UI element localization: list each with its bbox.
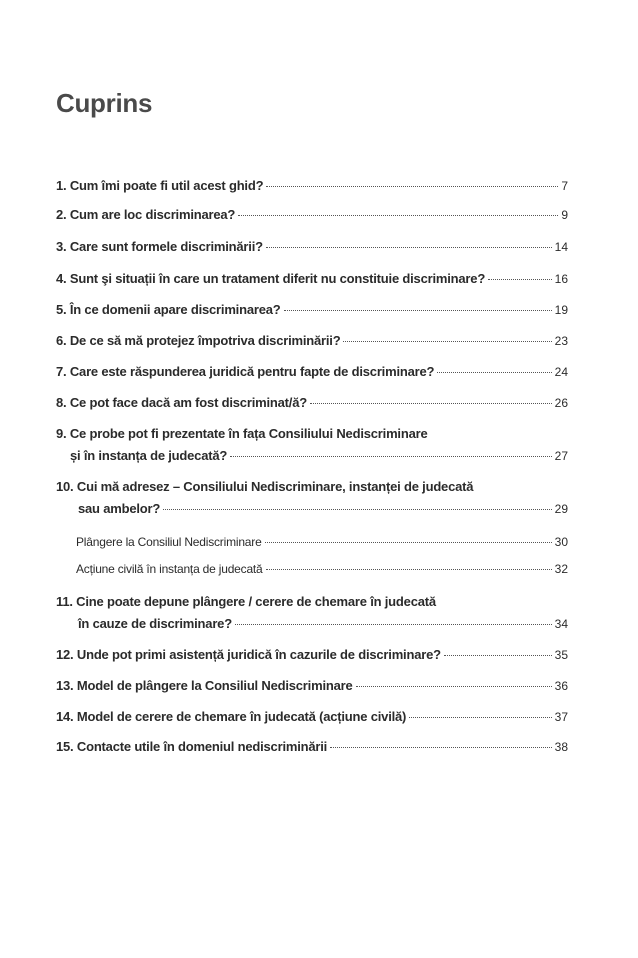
dot-leader (310, 403, 552, 404)
toc-label: 13. Model de plângere la Consiliul Nediscriminare (56, 678, 353, 693)
toc-label: Plângere la Consiliul Nediscriminare (76, 535, 262, 549)
toc-entry-3[interactable] (56, 238, 568, 256)
toc-entry-9[interactable] (56, 425, 568, 465)
toc-label: 2. Cum are loc discriminarea? (56, 207, 236, 222)
toc-entry-12[interactable] (56, 646, 568, 664)
toc-page-number: 37 (554, 710, 568, 724)
toc-page-number: 9 (561, 208, 568, 222)
toc-entry-14[interactable] (56, 708, 568, 726)
toc-subentry-actiune-civila[interactable] (56, 560, 568, 578)
dot-leader (284, 310, 552, 311)
toc-label: în cauze de discriminare? (78, 616, 232, 631)
toc-subentry-plangere[interactable] (56, 533, 568, 551)
toc-page-number: 34 (554, 617, 568, 631)
toc-page-number: 27 (554, 449, 568, 463)
toc-entry-11[interactable] (56, 593, 568, 633)
toc-label: 12. Unde pot primi asistență juridică în cazurile de discriminare? (56, 647, 441, 662)
toc-page-number: 38 (554, 740, 568, 754)
toc-label-line1: 10. Cui mă adresez – Consiliului Nediscriminare, instanței de judecată (56, 479, 474, 494)
dot-leader (266, 247, 552, 248)
dot-leader (163, 509, 552, 510)
dot-leader (230, 456, 552, 457)
dot-leader (437, 372, 551, 373)
toc-page-number: 35 (554, 648, 568, 662)
toc-label: 1. Cum îmi poate fi util acest ghid? (56, 178, 264, 193)
dot-leader (266, 569, 552, 570)
toc-entry-1[interactable] (56, 177, 568, 195)
dot-leader (343, 341, 551, 342)
toc-label: sau ambelor? (78, 501, 161, 516)
toc-label: 4. Sunt şi situații în care un tratament diferit nu constituie discriminare? (56, 271, 486, 286)
toc-entry-10[interactable] (56, 478, 568, 518)
toc-label: 5. În ce domenii apare discriminarea? (56, 302, 281, 317)
toc-label: 7. Care este răspunderea juridică pentru fapte de discriminare? (56, 364, 435, 379)
dot-leader (266, 186, 558, 187)
toc-label: 15. Contacte utile în domeniul nediscriminării (56, 739, 328, 754)
toc-page-number: 16 (554, 272, 568, 286)
toc-page-number: 7 (561, 179, 568, 193)
toc-entry-8[interactable] (56, 394, 568, 412)
toc-label: 3. Care sunt formele discriminării? (56, 239, 263, 254)
toc-entry-7[interactable] (56, 363, 568, 381)
toc-page-number: 32 (554, 562, 568, 576)
toc-label: 8. Ce pot face dacă am fost discriminat/ă? (56, 395, 307, 410)
toc-page-number: 14 (554, 240, 568, 254)
dot-leader (409, 717, 551, 718)
dot-leader (330, 747, 552, 748)
toc-page-number: 23 (554, 334, 568, 348)
toc-page-number: 30 (554, 535, 568, 549)
toc-page-number: 36 (554, 679, 568, 693)
toc-page-number: 19 (554, 303, 568, 317)
toc-label: 6. De ce să mă protejez împotriva discriminării? (56, 333, 341, 348)
dot-leader (444, 655, 552, 656)
toc-entry-6[interactable] (56, 332, 568, 350)
toc-label: 14. Model de cerere de chemare în judecată (acțiune civilă) (56, 709, 407, 724)
toc-page-number: 29 (554, 502, 568, 516)
toc-entry-13[interactable] (56, 677, 568, 695)
page-title: Cuprins (56, 88, 153, 118)
toc-label-line1: 11. Cine poate depune plângere / cerere de chemare în judecată (56, 594, 436, 609)
toc-label: și în instanța de judecată? (70, 448, 228, 463)
toc-label: Acțiune civilă în instanța de judecată (76, 562, 263, 576)
toc-entry-2[interactable] (56, 206, 568, 224)
dot-leader (356, 686, 552, 687)
toc-label-line1: 9. Ce probe pot fi prezentate în fața Consiliului Nediscriminare (56, 426, 428, 441)
toc-entry-4[interactable] (56, 270, 568, 288)
dot-leader (488, 279, 552, 280)
dot-leader (265, 542, 552, 543)
toc-entry-15[interactable] (56, 738, 568, 756)
dot-leader (235, 624, 552, 625)
dot-leader (238, 215, 558, 216)
toc-page-number: 26 (554, 396, 568, 410)
toc-page-number: 24 (554, 365, 568, 379)
toc-entry-5[interactable] (56, 301, 568, 319)
